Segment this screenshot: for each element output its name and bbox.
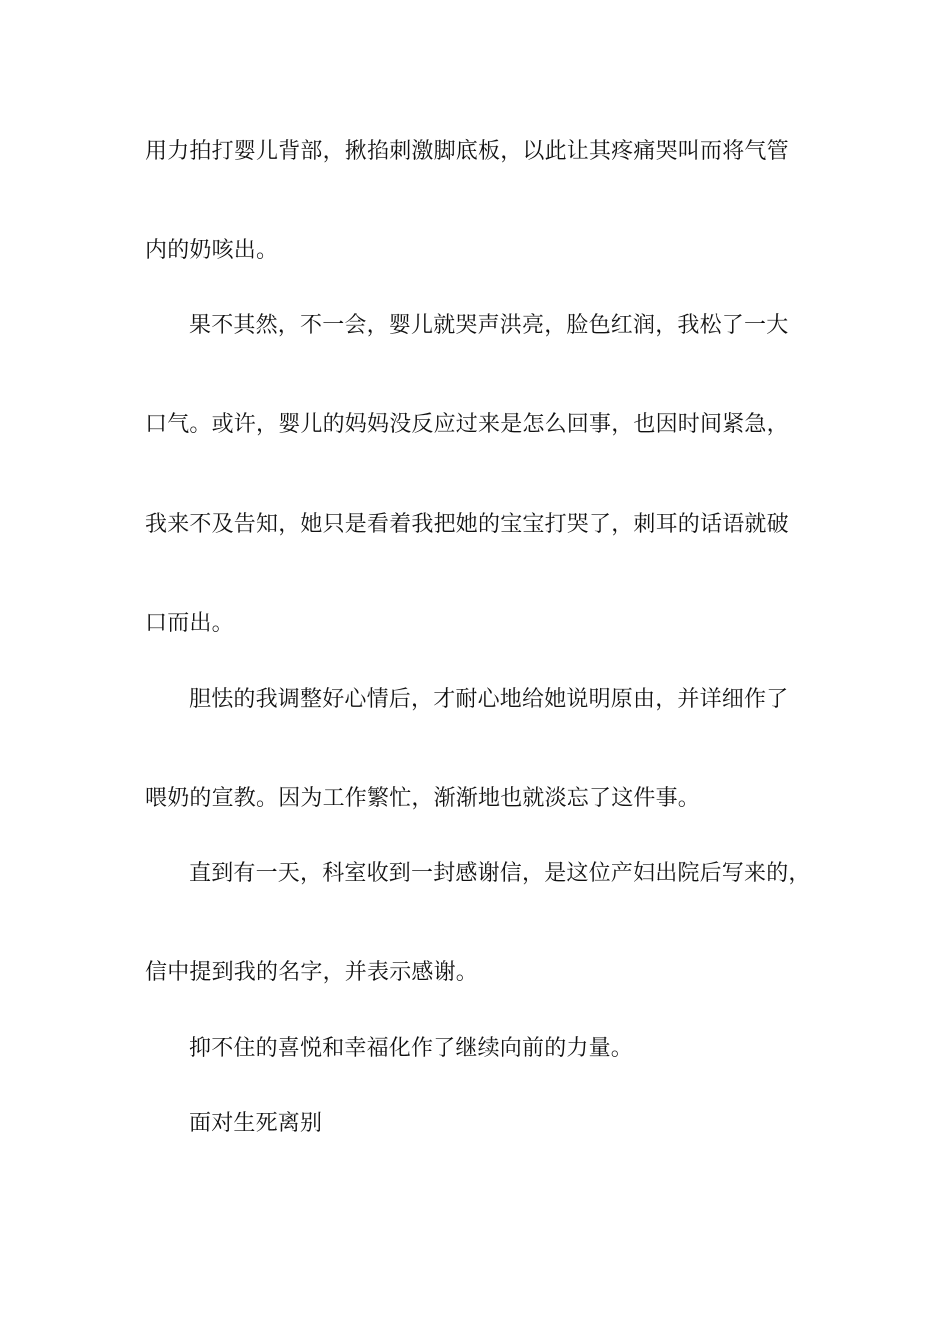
paragraph-line: 面对生死离别 [189,1111,323,1136]
paragraph-line: 口气。或许，婴儿的妈妈没反应过来是怎么回事，也因时间紧急， [145,412,789,437]
paragraph-line: 果不其然，不一会，婴儿就哭声洪亮，脸色红润，我松了一大 [189,313,789,338]
paragraph-line: 抑不住的喜悦和幸福化作了继续向前的力量。 [189,1036,634,1061]
paragraph-line: 胆怯的我调整好心情后，才耐心地给她说明原由，并详细作了 [189,687,789,712]
paragraph-line: 我来不及告知，她只是看着我把她的宝宝打哭了，刺耳的话语就破 [145,512,789,537]
paragraph-line: 内的奶咳出。 [145,238,279,263]
paragraph-line: 信中提到我的名字，并表示感谢。 [145,960,479,985]
paragraph-line: 口而出。 [145,611,234,636]
paragraph-line: 喂奶的宣教。因为工作繁忙，渐渐地也就淡忘了这件事。 [145,786,701,811]
paragraph-line: 直到有一天，科室收到一封感谢信，是这位产妇出院后写来的， [189,861,811,886]
paragraph-line: 用力拍打婴儿背部，揪掐刺激脚底板，以此让其疼痛哭叫而将气管 [145,139,789,164]
